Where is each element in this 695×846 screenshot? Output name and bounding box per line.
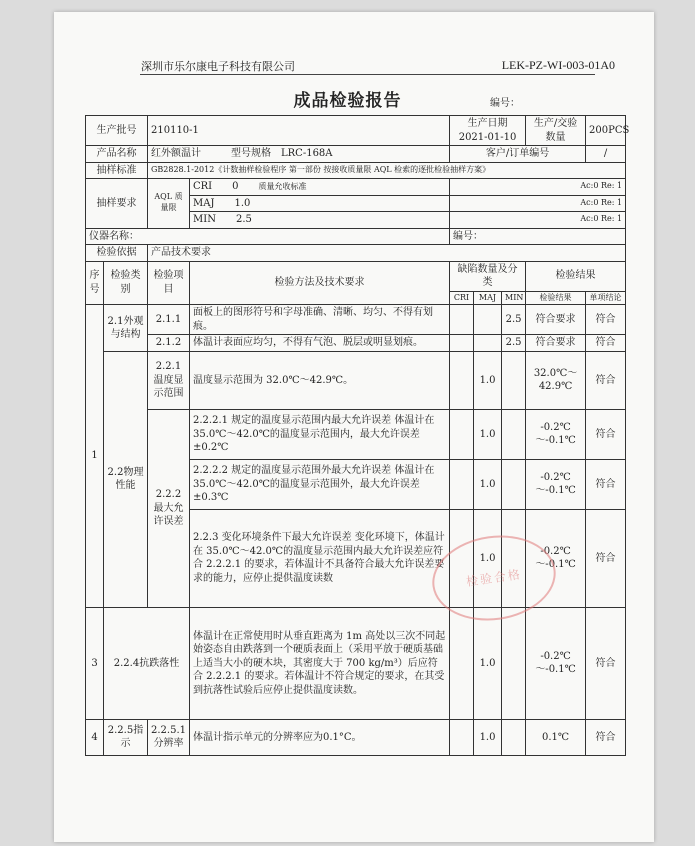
report-table: 生产批号 210110-1 生产日期 2021-01-10 生产/交验数量 200PCS 产品名称 红外额温计 型号规格 LRC-168A 客户/订单编号 / 抽样标准 GB2828.1-2012《计数抽样检验程序 第一部份 按接收质量限 AQL 检索的逐批检验抽样方案》 抽样要求 AQL 质量限 CRI 0 质量允收标准 Ac:0 Re: 1 MAJ 1.0 Ac:0 Re: 1 MIN 2.5 Ac:0 Re: 1 仪器名称： 编号： 检验依据 产品技术要求 序号 检验类别 检验项目 检验方法及技术要求 缺陷数量及分类 检验结果 CRI MAJ MIN 检验结果 单项结论 1 2.1外观与结构 2.1.1 面板上的图形符号和字母准确、清晰、均匀、不得有划痕。 2.5 符合要求 符合 2.1.2 体温计表面应均匀，不得有气泡、脱层或明显划痕。 2.5 符合要求 符合 2.2物理性能 2.2.1温度显示范围 温度显示范围为 32.0℃～42.9℃。 1.0 32.0℃～42.9℃ 符合 2.2.2最大允许误差 2.2.2.1 规定的温度显示范围内最大允许误差 体温计在 35.0℃～42.0℃的温度显示范围内，最大允许误差±0.2℃ 1.0 -0.2℃～-0.1℃ 符合 2.2.2.2 规定的温度显示范围外最大允许误差 体温计在 35.0℃～42.0℃的温度显示范围外，最大允许误差±0.3℃ 1.0 -0.2℃～-0.1℃ 符合 2.2.3 变化环境条件下最大允许误差 变化环境下，体温计在 35.0℃～42.0℃的温度显示范围内最大允许误差应符合 2.2.2.1 的要求，若体温计不具备符合最大允许误差要求的能力，应停止提供温度读数 1.0 -0.2℃～-0.1℃ 符合 3 2.2.4抗跌落性 体温计在正常使用时从垂直距离为 1m 高处以三次不同起始姿态自由跌落到一个硬质表面上（采用平放于硬质基础上适当大小的硬木块，其密度大于 700 kg/m³）后应符合 2.2.2.1 的要求。若体温计不符合规定的要求，在其受到抗落性试验后应停止提供温度读数。 1.0 -0.2℃～-0.1℃ 符合 4 2.2.5指示 2.2.5.1分辨率 体温计指示单元的分辨率应为0.1°C。 1.0 0.1℃ 符合	[85, 115, 626, 756]
col-result-group: 检验结果	[526, 261, 626, 291]
col-maj: MAJ	[474, 291, 502, 305]
aql-cri: CRI 0 质量允收标准	[190, 179, 450, 196]
table-row: 2.2.5指示	[104, 719, 148, 755]
customer-value: /	[586, 146, 626, 163]
method-cell: 2.2.2.1 规定的温度显示范围内最大允许误差 体温计在 35.0℃～42.0℃的温度显示范围内，最大允许误差±0.2℃	[190, 409, 450, 459]
batch-value: 210110-1	[148, 116, 450, 146]
product-label: 产品名称	[86, 146, 148, 163]
aql-min-ac: Ac:0 Re: 1	[450, 212, 626, 229]
col-min: MIN	[502, 291, 526, 305]
basis-value: 产品技术要求	[148, 245, 626, 262]
aql-maj: MAJ 1.0	[190, 195, 450, 212]
method-cell: 2.2.2.2 规定的温度显示范围外最大允许误差 体温计在 35.0℃～42.0℃的温度显示范围外，最大允许误差±0.3℃	[190, 459, 450, 509]
instrument-label: 仪器名称：	[86, 228, 450, 245]
method-cell: 2.2.3 变化环境条件下最大允许误差 变化环境下，体温计在 35.0℃～42.0℃的温度显示范围内最大允许误差应符合 2.2.2.1 的要求，若体温计不具备符合最大允许误差要求的能力，应停止提供温度读数	[190, 509, 450, 607]
table-row: 2.1.2	[148, 335, 190, 352]
table-row: 2.1.1	[148, 305, 190, 335]
col-item: 检验项目	[148, 261, 190, 305]
table-row: 2.2.4抗跌落性	[104, 607, 190, 719]
col-single: 单项结论	[586, 291, 626, 305]
qty-label: 生产/交验数量	[526, 116, 586, 146]
date-label: 生产日期 2021-01-10	[450, 116, 526, 146]
method-cell: 温度显示范围为 32.0℃～42.9℃。	[190, 351, 450, 409]
method-cell: 体温计指示单元的分辨率应为0.1°C。	[190, 719, 450, 755]
std-value: GB2828.1-2012《计数抽样检验程序 第一部份 按接收质量限 AQL 检索的逐批检验抽样方案》	[148, 162, 626, 179]
req-label: 抽样要求	[86, 179, 148, 229]
header-rule	[140, 74, 595, 75]
aql-cri-ac: Ac:0 Re: 1	[450, 179, 626, 196]
aql-label: AQL 质量限	[148, 179, 190, 229]
aql-maj-ac: Ac:0 Re: 1	[450, 195, 626, 212]
method-cell: 体温计在正常使用时从垂直距离为 1m 高处以三次不同起始姿态自由跌落到一个硬质表面上（采用平放于硬质基础上适当大小的硬木块，其密度大于 700 kg/m³）后应符合 2.2.2.1 的要求。若体温计不符合规定的要求，在其受到抗落性试验后应停止提供温度读数。	[190, 607, 450, 719]
company-name: 深圳市乐尔康电子科技有限公司	[141, 60, 295, 73]
page-title: 成品检验报告	[293, 91, 402, 111]
seq-4: 4	[86, 719, 104, 755]
std-label: 抽样标准	[86, 162, 148, 179]
qty-value: 200PCS	[586, 116, 626, 146]
group-physical: 2.2物理性能	[104, 351, 148, 607]
batch-label: 生产批号	[86, 116, 148, 146]
instr-no-label: 编号：	[450, 228, 626, 245]
group-appearance: 2.1外观与结构	[104, 305, 148, 352]
doc-number: LEK-PZ-WI-003-01A0	[501, 58, 615, 72]
col-defect: 缺陷数量及分类	[450, 261, 526, 291]
basis-label: 检验依据	[86, 245, 148, 262]
method-cell: 体温计表面应均匀，不得有气泡、脱层或明显划痕。	[190, 335, 450, 352]
product-value: 红外额温计 型号规格 LRC-168A	[148, 146, 450, 163]
col-cat: 检验类别	[104, 261, 148, 305]
seq-1: 1	[86, 305, 104, 608]
aql-min: MIN 2.5	[190, 212, 450, 229]
table-row: 2.2.1温度显示范围	[148, 351, 190, 409]
inspection-stamp: 检验合格	[427, 528, 561, 628]
number-label: 编号：	[490, 98, 520, 109]
col-method: 检验方法及技术要求	[190, 261, 450, 305]
col-res: 检验结果	[526, 291, 586, 305]
col-cri: CRI	[450, 291, 474, 305]
seq-3: 3	[86, 607, 104, 719]
col-seq: 序号	[86, 261, 104, 305]
customer-label: 客户/订单编号	[450, 146, 586, 163]
table-row: 2.2.2最大允许误差	[148, 409, 190, 607]
method-cell: 面板上的图形符号和字母准确、清晰、均匀、不得有划痕。	[190, 305, 450, 335]
